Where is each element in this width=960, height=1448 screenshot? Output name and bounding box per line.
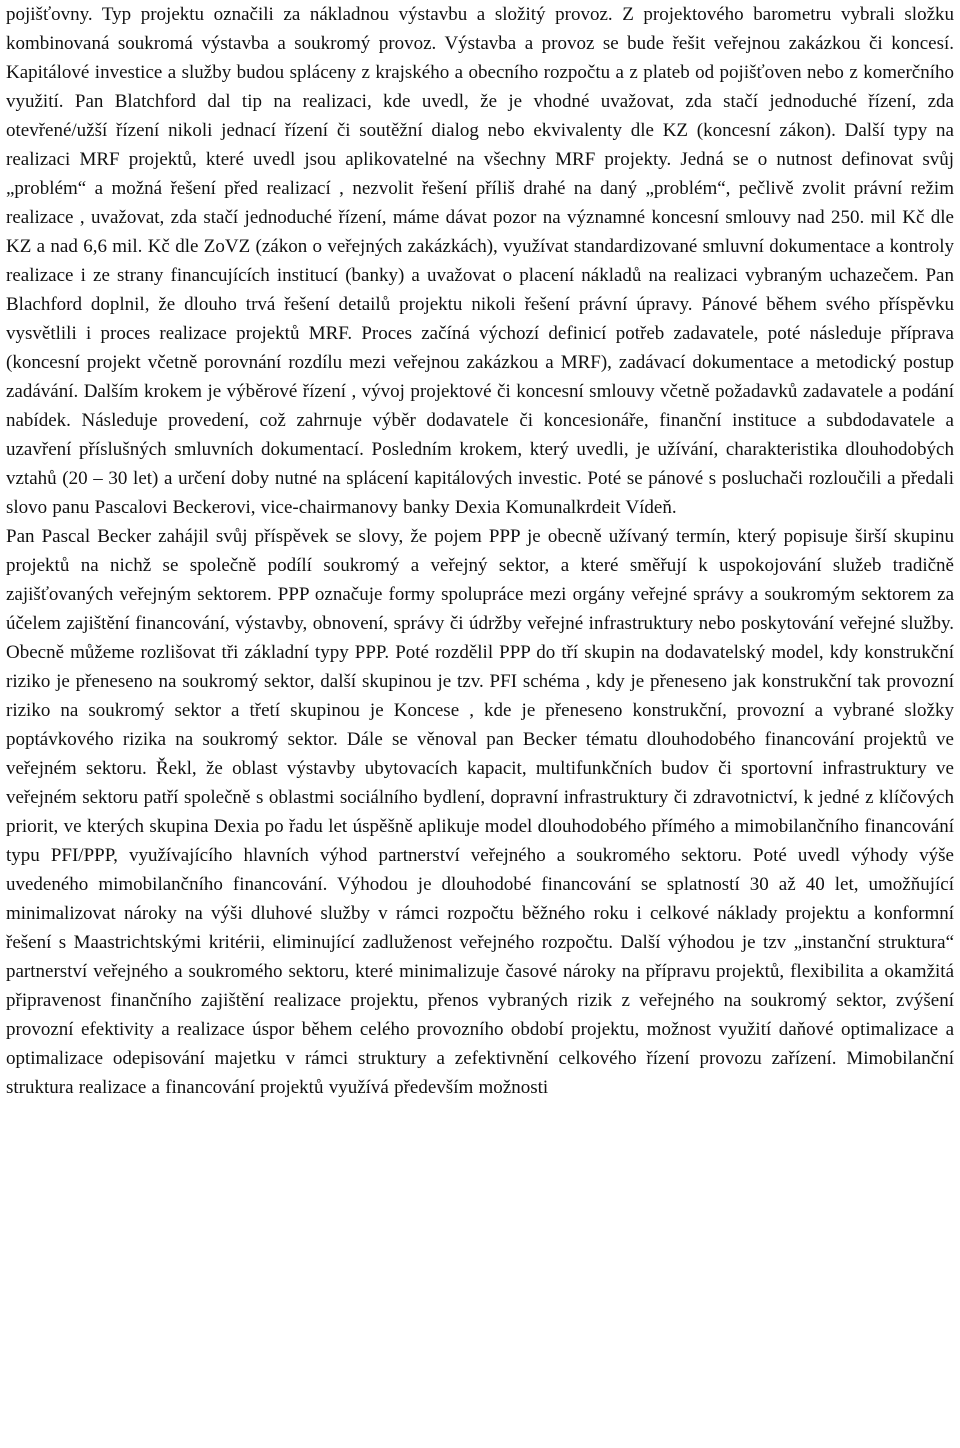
paragraph-text: Pan Pascal Becker zahájil svůj příspěvek se slovy, že pojem PPP je obecně užívaný termín, který popisuje širší skupinu projektů na nichž se společně podílí soukromý a veřejný sektor, a které směřují k uspokojování služeb tradičně zajišťovaných veřejným sektorem. PPP označuje formy spolupráce mezi orgány veřejné správy a soukromým sektorem za účelem zajištění financování, výstavby, obnovení, správy či údržby veřejné infrastruktury nebo poskytování veřejné služby. Obecně můžeme rozlišovat tři základní typy PPP. Poté rozdělil PPP do tří skupin na dodavatelský model, kdy konstrukční riziko je přeneseno na soukromý sektor, další skupinou je tzv. PFI schéma , kdy je přeneseno jak konstrukční tak provozní riziko na soukromý sektor a třetí skupinou je Koncese , kde je přeneseno konstrukční, provozní a vybrané složky poptávkového rizika na soukromý sektor. Dále se věnoval pan Becker tématu dlouhodobého financování projektů ve veřejném sektoru. Řekl, že oblast výstavby ubytovacích kapacit, multifunkčních budov či sportovní infrastruktury ve veřejném sektoru patří společně s oblastmi sociálního bydlení, dopravní infrastruktury či zdravotnictví, k jedné z klíčových priorit, ve kterých skupina Dexia po řadu let úspěšně aplikuje model dlouhodobého přímého a mimobilančního financování typu PFI/PPP, využívajícího hlavních výhod partnerství veřejného a soukromého sektoru. Poté uvedl výhody výše uvedeného mimobilančního financování. Výhodou je dlouhodobé financování se splatností 30 až 40 let, umožňující minimalizovat nároky na výši dluhové služby v rámci rozpočtu běžného roku i celkové náklady projektu a konformní řešení s Maastrichtskými kritérii, eliminující zadluženost veřejného rozpočtu. Další výhodou je tzv „instanční struktura“ partnerství veřejného a soukromého sektoru, které minimalizuje časové nároky na přípravu projektů, flexibilita a okamžitá připravenost finančního zajištění realizace projektu, přenos vybraných rizik z veřejného na soukromý sektor, zvýšení provozní efektivity a realizace úspor během celého provozního období projektu, možnost využití daňové optimalizace a optimalizace odepisování majetku v rámci struktury a zefektivnění celkového řízení provozu zařízení. Mimobilanční struktura realizace a financování projektů využívá především možnosti [6, 526, 954, 1098]
paragraph-becker-ppp [6, 522, 954, 1102]
paragraph-text: pojišťovny. Typ projektu označili za nákladnou výstavbu a složitý provoz. Z projektového barometru vybrali složku kombinovaná soukromá výstavba a soukromý provoz. Výstavba a provoz se bude řešit veřejnou zakázkou či koncesí. Kapitálové investice a služby budou spláceny z krajského a obecního rozpočtu a z plateb od pojišťoven nebo z komerčního využití. Pan Blatchford dal tip na realizaci, kde uvedl, že je vhodné uvažovat, zda stačí jednoduché řízení, zda otevřené/užší řízení nikoli jednací řízení či soutěžní dialog nebo ekvivalenty dle KZ (koncesní zákon). Další typy na realizaci MRF projektů, které uvedl jsou aplikovatelné na všechny MRF projekty. Jedná se o nutnost definovat svůj „problém“ a možná řešení před realizací , nezvolit řešení příliš drahé na daný „problém“, pečlivě zvolit právní režim realizace , uvažovat, zda stačí jednoduché řízení, máme dávat pozor na významné koncesní smlouvy nad 250. mil Kč dle KZ a nad 6,6 mil. Kč dle ZoVZ (zákon o veřejných zakázkách), využívat standardizované smluvní dokumentace a kontroly realizace i ze strany financujících institucí (banky) a uvažovat o placení nákladů na realizaci vybraným uchazečem. Pan Blachford doplnil, že dlouho trvá řešení detailů projektu nikoli řešení právní úpravy. Pánové během svého příspěvku vysvětlili i proces realizace projektů MRF. Proces začíná výchozí definicí potřeb zadavatele, poté následuje příprava (koncesní projekt včetně porovnání rozdílu mezi veřejnou zakázkou a MRF), zadávací dokumentace a metodický postup zadávání. Dalším krokem je výběrové řízení , vývoj projektové či koncesní smlouvy včetně požadavků zadavatele a podání nabídek. Následuje provedení, což zahrnuje výběr dodavatele či koncesionáře, finanční instituce a subdodavatele a uzavření příslušných smluvních dokumentací. Posledním krokem, který uvedli, je užívání, charakteristika dlouhodobých vztahů (20 – 30 let) a určení doby nutné na splácení kapitálových investic. Poté se pánové s posluchači rozloučili a předali slovo panu Pascalovi Beckerovi, vice-chairmanovy banky Dexia Komunalkrdeit Vídeň. [6, 4, 954, 518]
paragraph-mrf-process [6, 0, 954, 522]
